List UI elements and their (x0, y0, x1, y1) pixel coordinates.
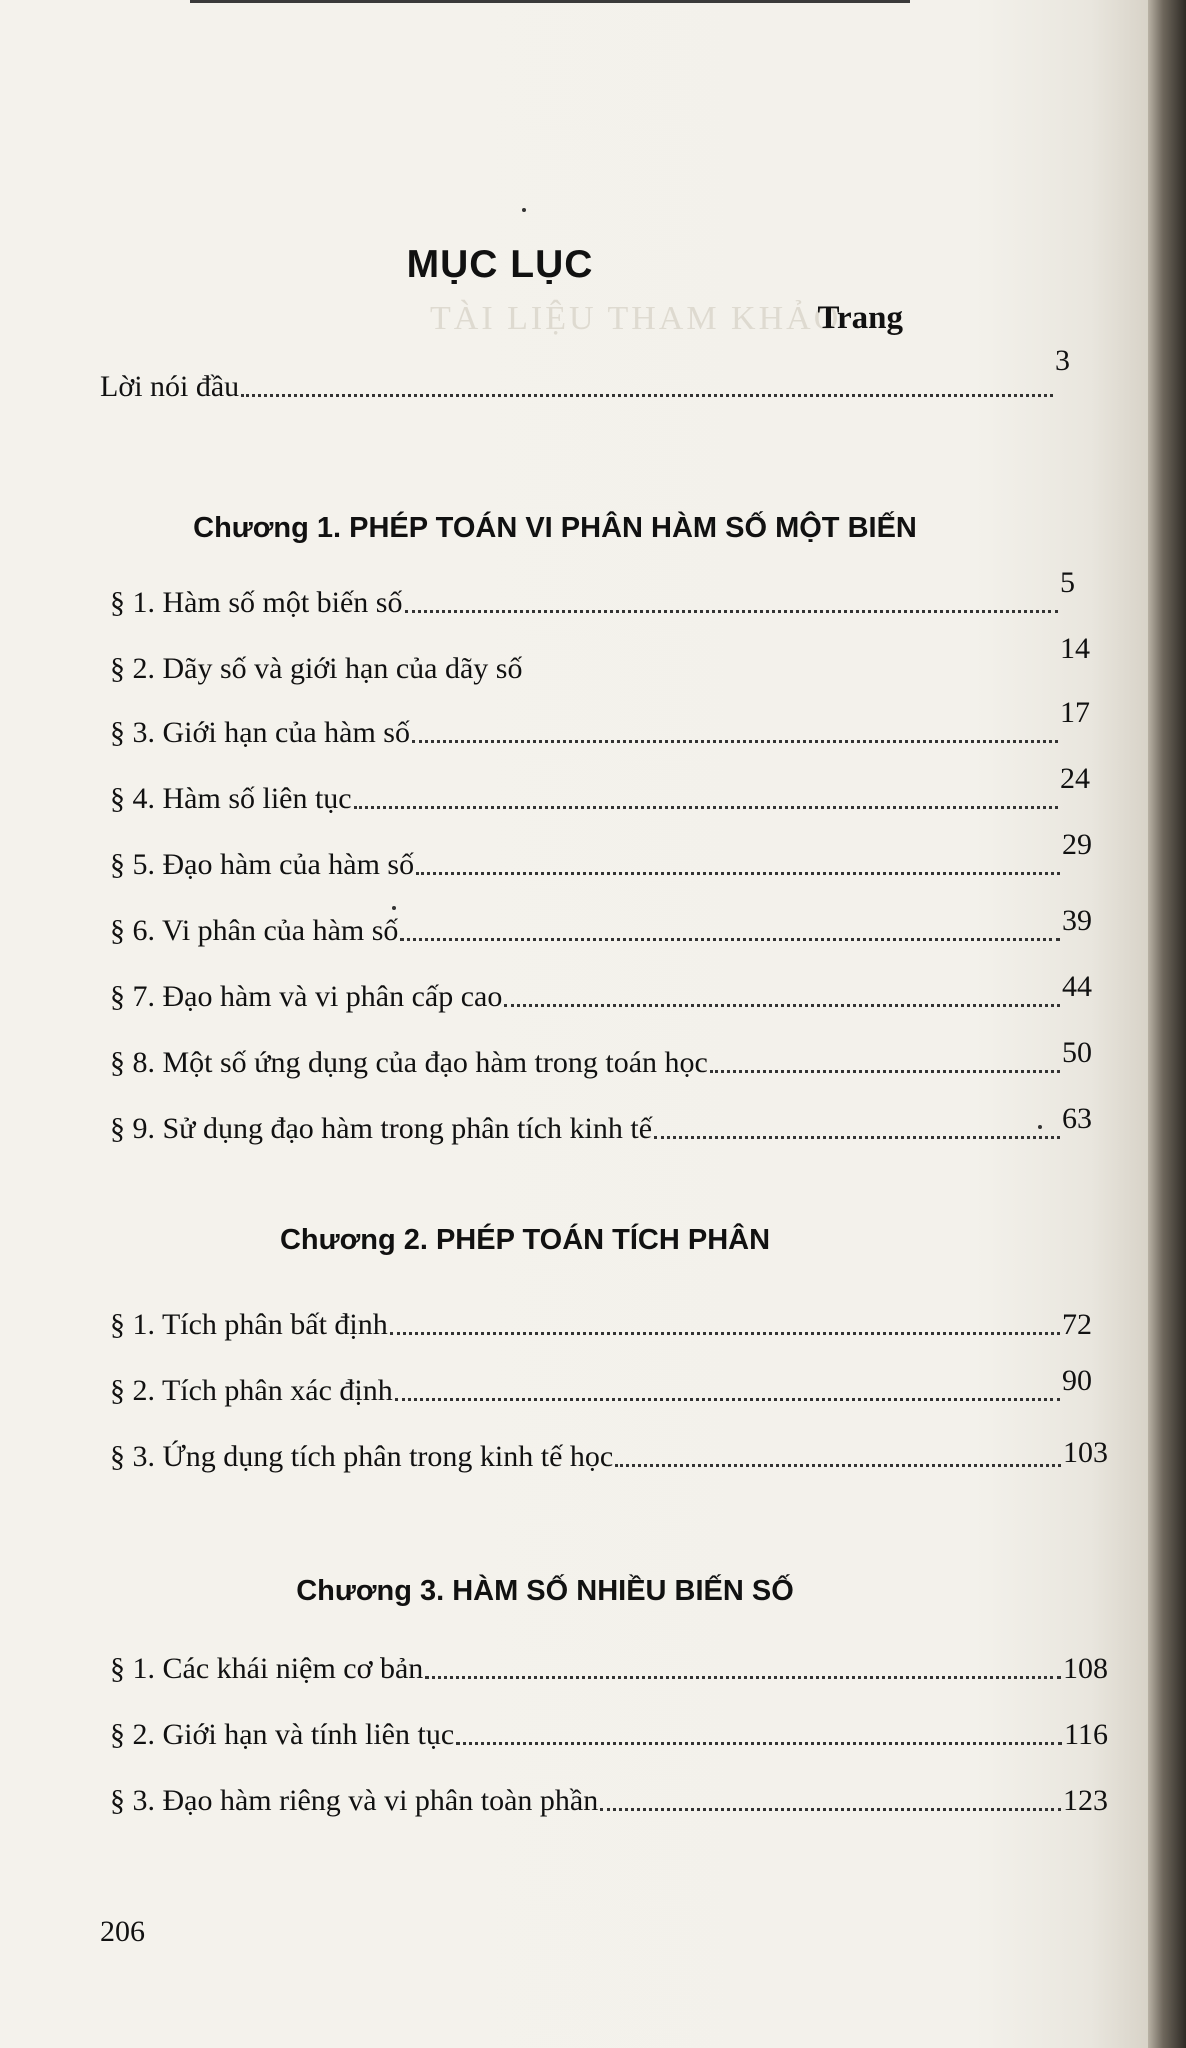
ink-speck (392, 906, 396, 910)
toc-entry-page: 39 (1062, 904, 1092, 937)
toc-entry-page: 3 (1055, 344, 1070, 377)
toc-entry[interactable] (110, 1436, 1108, 1474)
toc-entry-page: 103 (1063, 1436, 1108, 1469)
toc-entry-label: § 2. Giới hạn và tính liên tục (110, 1718, 455, 1751)
chapter-heading: Chương 1. PHÉP TOÁN VI PHÂN HÀM SỐ MỘT BIẾN (193, 512, 917, 544)
page-number: 206 (100, 1915, 145, 1948)
toc-entry[interactable] (110, 828, 1092, 882)
leader-dots (654, 1135, 1060, 1139)
toc-entry-label: § 8. Một số ứng dụng của đạo hàm trong toán học (110, 1046, 708, 1079)
leader-dots (400, 937, 1060, 941)
toc-entry-label: § 1. Các khái niệm cơ bản (110, 1652, 424, 1685)
toc-entry-label: § 5. Đạo hàm của hàm số (110, 848, 415, 881)
show-through-text: TÀI LIỆU THAM KHẢO (430, 300, 842, 337)
toc-entry-label: § 3. Đạo hàm riêng và vi phân toàn phần (110, 1784, 599, 1817)
toc-entry[interactable] (110, 1784, 1108, 1818)
toc-entry-label: § 9. Sử dụng đạo hàm trong phân tích kinh tế (110, 1112, 653, 1145)
toc-entry-page: 5 (1060, 566, 1075, 599)
page-column-header: Trang (817, 300, 903, 336)
toc-entry-label: Lời nói đầu (100, 370, 240, 403)
toc-entry[interactable] (110, 1036, 1092, 1080)
toc-entry-page: 72 (1062, 1308, 1092, 1341)
toc-entry[interactable] (110, 970, 1092, 1014)
toc-entry-label: § 6. Vi phân của hàm số (110, 914, 399, 947)
chapter-heading: Chương 3. HÀM SỐ NHIỀU BIẾN SỐ (296, 1575, 794, 1607)
leader-dots (504, 1003, 1060, 1007)
toc-entry[interactable] (110, 696, 1090, 750)
toc-entry-page: 44 (1062, 970, 1092, 1003)
toc-entry-label: § 4. Hàm số liên tục (110, 782, 352, 815)
toc-entry[interactable] (110, 1102, 1092, 1146)
leader-dots (615, 1463, 1061, 1467)
toc-entry-label: § 3. Ứng dụng tích phân trong kinh tế học (110, 1440, 614, 1473)
toc-entry[interactable] (110, 904, 1092, 948)
toc-title: MỤC LỤC (406, 243, 594, 286)
book-spine-shadow (1148, 0, 1186, 2048)
leader-dots (395, 1397, 1060, 1401)
leader-dots (425, 1675, 1061, 1679)
page-top-border (190, 0, 910, 3)
toc-entry[interactable] (110, 566, 1075, 620)
toc-entry-preface[interactable] (100, 344, 1070, 404)
leader-dots (710, 1069, 1060, 1073)
toc-entry-label: § 1. Tích phân bất định (110, 1308, 388, 1341)
toc-entry-page: 50 (1062, 1036, 1092, 1069)
toc-entry-page: 108 (1063, 1652, 1108, 1685)
toc-entry[interactable] (110, 1364, 1092, 1408)
toc-entry-page: 24 (1060, 762, 1090, 795)
toc-entry-page: 123 (1063, 1784, 1108, 1817)
toc-entry-label: § 1. Hàm số một biến số (110, 586, 403, 619)
toc-entry[interactable] (110, 762, 1090, 816)
toc-entry-page: 116 (1064, 1718, 1108, 1751)
toc-entry-page: 14 (1060, 632, 1090, 665)
leader-dots (390, 1331, 1060, 1335)
leader-dots (241, 393, 1053, 397)
toc-entry[interactable] (110, 1652, 1108, 1686)
leader-dots (405, 609, 1059, 613)
leader-dots (416, 871, 1060, 875)
toc-entry[interactable] (110, 1718, 1108, 1752)
toc-entry-page: 17 (1060, 696, 1090, 729)
toc-entry[interactable] (110, 632, 1090, 686)
toc-entry-page: 29 (1062, 828, 1092, 861)
toc-entry-page: 63 (1062, 1102, 1092, 1135)
leader-dots (600, 1807, 1061, 1811)
leader-dots (456, 1741, 1062, 1745)
toc-entry-label: § 7. Đạo hàm và vi phân cấp cao (110, 980, 503, 1013)
chapter-heading: Chương 2. PHÉP TOÁN TÍCH PHÂN (279, 1224, 771, 1256)
toc-entry-label: § 3. Giới hạn của hàm số (110, 716, 410, 749)
toc-entry-label: § 2. Dãy số và giới hạn của dãy số (110, 652, 523, 685)
leader-dots (354, 805, 1058, 809)
leader-dots (412, 739, 1058, 743)
toc-entry[interactable] (110, 1308, 1092, 1342)
toc-entry-label: § 2. Tích phân xác định (110, 1374, 393, 1407)
toc-entry-page: 90 (1062, 1364, 1092, 1397)
ink-speck (522, 208, 526, 212)
